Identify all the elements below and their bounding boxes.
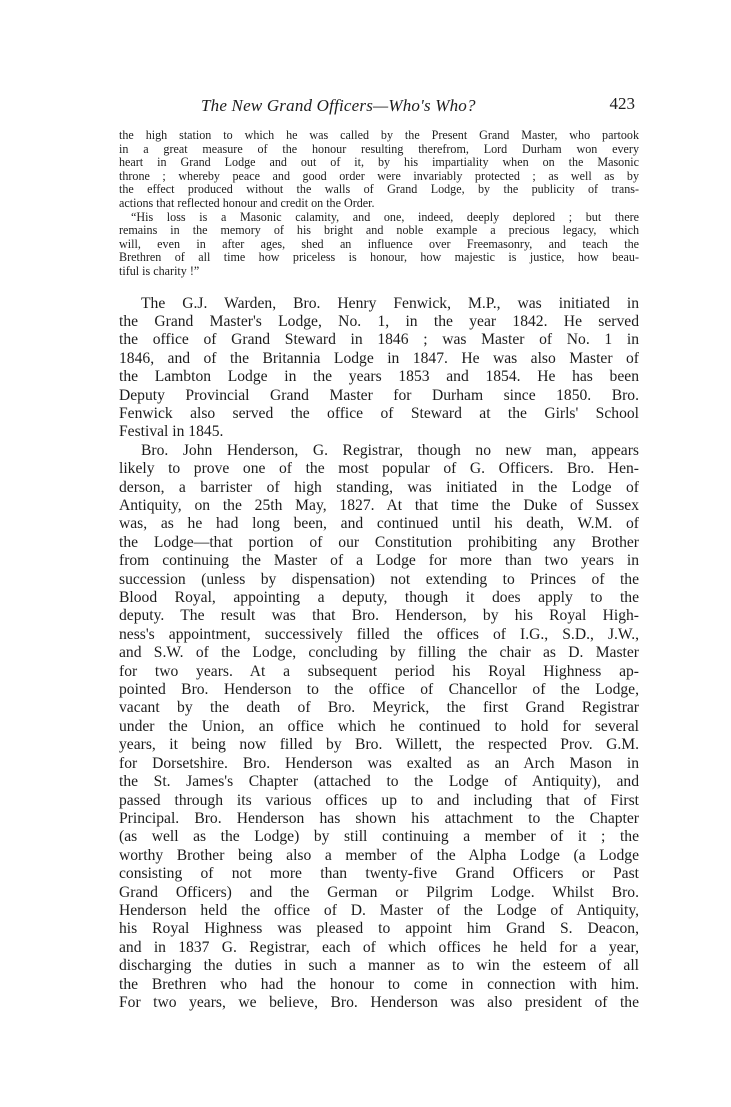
body-line: Blood Royal, appointing a deputy, though it does apply to the	[119, 589, 639, 607]
article-body	[119, 295, 639, 1013]
body-line: Deputy Provincial Grand Master for Durham since 1850. Bro.	[119, 386, 639, 404]
body-line: for two years. At a subsequent period his Royal Highness ap-	[119, 662, 639, 680]
body-line: and in 1837 G. Registrar, each of which offices he held for a year,	[119, 938, 639, 956]
body-line: the Lambton Lodge in the years 1853 and 1854. He has been	[119, 368, 639, 386]
body-line: passed through its various offices up to and including that of First	[119, 791, 639, 809]
body-line: (as well as the Lodge) by still continuing a member of it ; the	[119, 828, 639, 846]
body-line: deputy. The result was that Bro. Henderson, by his Royal High-	[119, 607, 639, 625]
body-line: Bro. John Henderson, G. Registrar, though no new man, appears	[141, 441, 639, 459]
body-line: the office of Grand Steward in 1846 ; was Master of No. 1 in	[119, 331, 639, 349]
quote-line: tiful is charity !”	[119, 263, 200, 278]
body-line: Henderson held the office of D. Master of the Lodge of Antiquity,	[119, 901, 639, 919]
body-line: the St. James's Chapter (attached to the Lodge of Antiquity), and	[119, 773, 639, 791]
body-line: his Royal Highness was pleased to appoint him Grand S. Deacon,	[119, 920, 639, 938]
body-line: likely to prove one of the most popular of G. Officers. Bro. Hen-	[119, 460, 639, 478]
document-page	[119, 92, 639, 1012]
body-line: worthy Brother being also a member of the Alpha Lodge (a Lodge	[119, 846, 639, 864]
body-line: Principal. Bro. Henderson has shown his attachment to the Chapter	[119, 809, 639, 827]
paragraph-fenwick	[119, 295, 639, 442]
body-line: and S.W. of the Lodge, concluding by filling the chair as D. Master	[119, 644, 639, 662]
quote-line: the high station to which he was called by the Present Grand Master, who partook	[119, 128, 639, 142]
body-line: under the Union, an office which he continued to hold for several	[119, 717, 639, 735]
quoted-passage	[119, 129, 639, 279]
body-line: pointed Bro. Henderson to the office of Chancellor of the Lodge,	[119, 681, 639, 699]
body-line: succession (unless by dispensation) not extending to Princes of the	[119, 570, 639, 588]
paragraph-henderson	[119, 442, 639, 1013]
body-line: Fenwick also served the office of Steward at the Girls' School	[119, 404, 639, 422]
body-line: Festival in 1845.	[119, 423, 224, 441]
quote-line: in a great measure of the honour resulting therefrom, Lord Durham won every	[119, 141, 639, 156]
body-line: was, as he had long been, and continued until his death, W.M. of	[119, 515, 639, 533]
body-line: Grand Officers) and the German or Pilgrim Lodge. Whilst Bro.	[119, 883, 639, 901]
quote-paragraph-2	[119, 211, 639, 279]
quote-line: the effect produced without the walls of Grand Lodge, by the publicity of trans-	[119, 182, 639, 197]
quote-line: throne ; whereby peace and good order were invariably protected ; as well as by	[119, 168, 639, 183]
quote-line: heart in Grand Lodge and out of it, by his impartiality when on the Masonic	[119, 155, 639, 170]
body-line: Antiquity, on the 25th May, 1827. At that time the Duke of Sussex	[119, 497, 639, 514]
page-number: 423	[609, 94, 635, 113]
body-line: the Lodge—that portion of our Constitution prohibiting any Brother	[119, 533, 639, 551]
quote-line: remains in the memory of his bright and noble example a precious legacy, which	[119, 223, 639, 238]
quote-paragraph-1	[119, 129, 639, 211]
body-line: derson, a barrister of high standing, was initiated in the Lodge of	[119, 478, 639, 496]
body-line: discharging the duties in such a manner as to win the esteem of all	[119, 957, 639, 975]
body-line: consisting of not more than twenty-five Grand Officers or Past	[119, 865, 639, 883]
quote-line: actions that reflected honour and credit on the Order.	[119, 195, 375, 210]
running-title: The New Grand Officers—Who's Who?	[201, 96, 476, 115]
body-line: the Grand Master's Lodge, No. 1, in the year 1842. He served	[119, 312, 639, 330]
quote-line: “His loss is a Masonic calamity, and one, indeed, deeply deplored ; but there	[131, 209, 639, 224]
body-line: the Brethren who had the honour to come in connection with him.	[119, 975, 639, 993]
running-header	[119, 92, 639, 118]
quote-line: Brethren of all time how priceless is honour, how majestic is justice, how beau-	[119, 250, 639, 265]
body-line: from continuing the Master of a Lodge for more than two years in	[119, 552, 639, 570]
body-line: The G.J. Warden, Bro. Henry Fenwick, M.P., was initiated in	[141, 294, 639, 312]
body-line: vacant by the death of Bro. Meyrick, the first Grand Registrar	[119, 699, 639, 717]
body-line: years, it being now filled by Bro. Willett, the respected Prov. G.M.	[119, 736, 639, 754]
body-line: ness's appointment, successively filled the offices of I.G., S.D., J.W.,	[119, 625, 639, 643]
body-line: 1846, and of the Britannia Lodge in 1847. He was also Master of	[119, 349, 639, 367]
body-line: For two years, we believe, Bro. Henderson was also president of the	[119, 993, 639, 1011]
body-line: for Dorsetshire. Bro. Henderson was exalted as an Arch Mason in	[119, 754, 639, 772]
quote-line: will, even in after ages, shed an influence over Freemasonry, and teach the	[119, 236, 639, 251]
